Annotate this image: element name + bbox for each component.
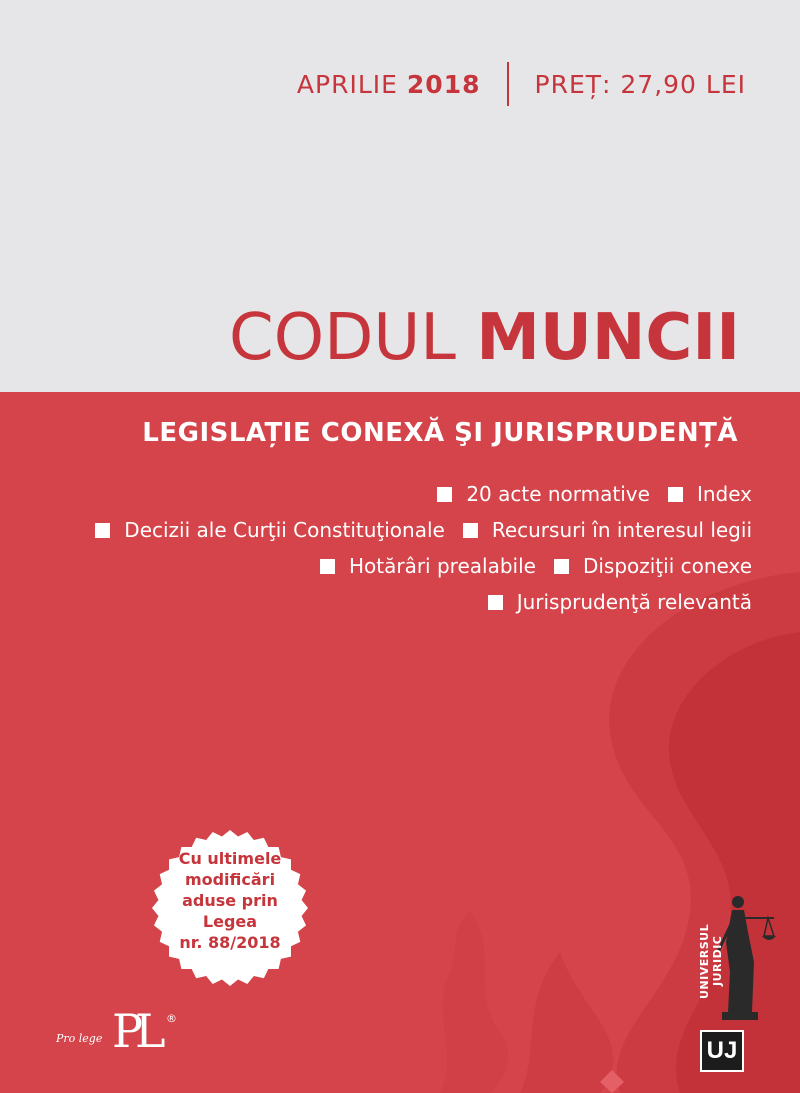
universul-juridic-label: UNIVERSUL JURIDIC — [698, 923, 724, 999]
uj-logo: UJ — [700, 1030, 744, 1072]
header-divider — [507, 62, 509, 106]
book-title-light: CODUL — [229, 301, 456, 375]
edition-price-line — [297, 62, 746, 106]
contents-item: Jurisprudenţă relevantă — [488, 590, 752, 614]
update-seal-text: Cu ultimele modificări aduse prin Legea nr. 88/2018 — [178, 849, 282, 952]
square-bullet-icon — [488, 595, 503, 610]
square-bullet-icon — [95, 523, 110, 538]
square-bullet-icon — [320, 559, 335, 574]
contents-item: Index — [668, 482, 752, 506]
contents-item: Decizii ale Curţii Constituţionale — [95, 518, 445, 542]
contents-row — [0, 476, 752, 512]
price-label: PREȚ: 27,90 LEI — [534, 69, 746, 99]
contents-row — [0, 548, 752, 584]
square-bullet-icon — [437, 487, 452, 502]
contents-row — [0, 584, 752, 620]
book-subtitle: LEGISLAȚIE CONEXĂ ŞI JURISPRUDENȚĂ — [142, 418, 738, 448]
contents-row — [0, 512, 752, 548]
square-bullet-icon — [463, 523, 478, 538]
contents-item: Hotărâri prealabile — [320, 554, 536, 578]
edition-year: 2018 — [406, 69, 481, 99]
contents-list — [0, 476, 752, 620]
pro-lege-logo: Pro lege PL ® — [56, 1004, 177, 1058]
book-title — [229, 298, 740, 378]
contents-item: Recursuri în interesul legii — [463, 518, 752, 542]
book-title-strong: MUNCII — [476, 301, 740, 375]
square-bullet-icon — [554, 559, 569, 574]
edition-month: APRILIE — [296, 69, 398, 99]
square-bullet-icon — [668, 487, 683, 502]
contents-item: 20 acte normative — [437, 482, 650, 506]
contents-item: Dispoziţii conexe — [554, 554, 752, 578]
